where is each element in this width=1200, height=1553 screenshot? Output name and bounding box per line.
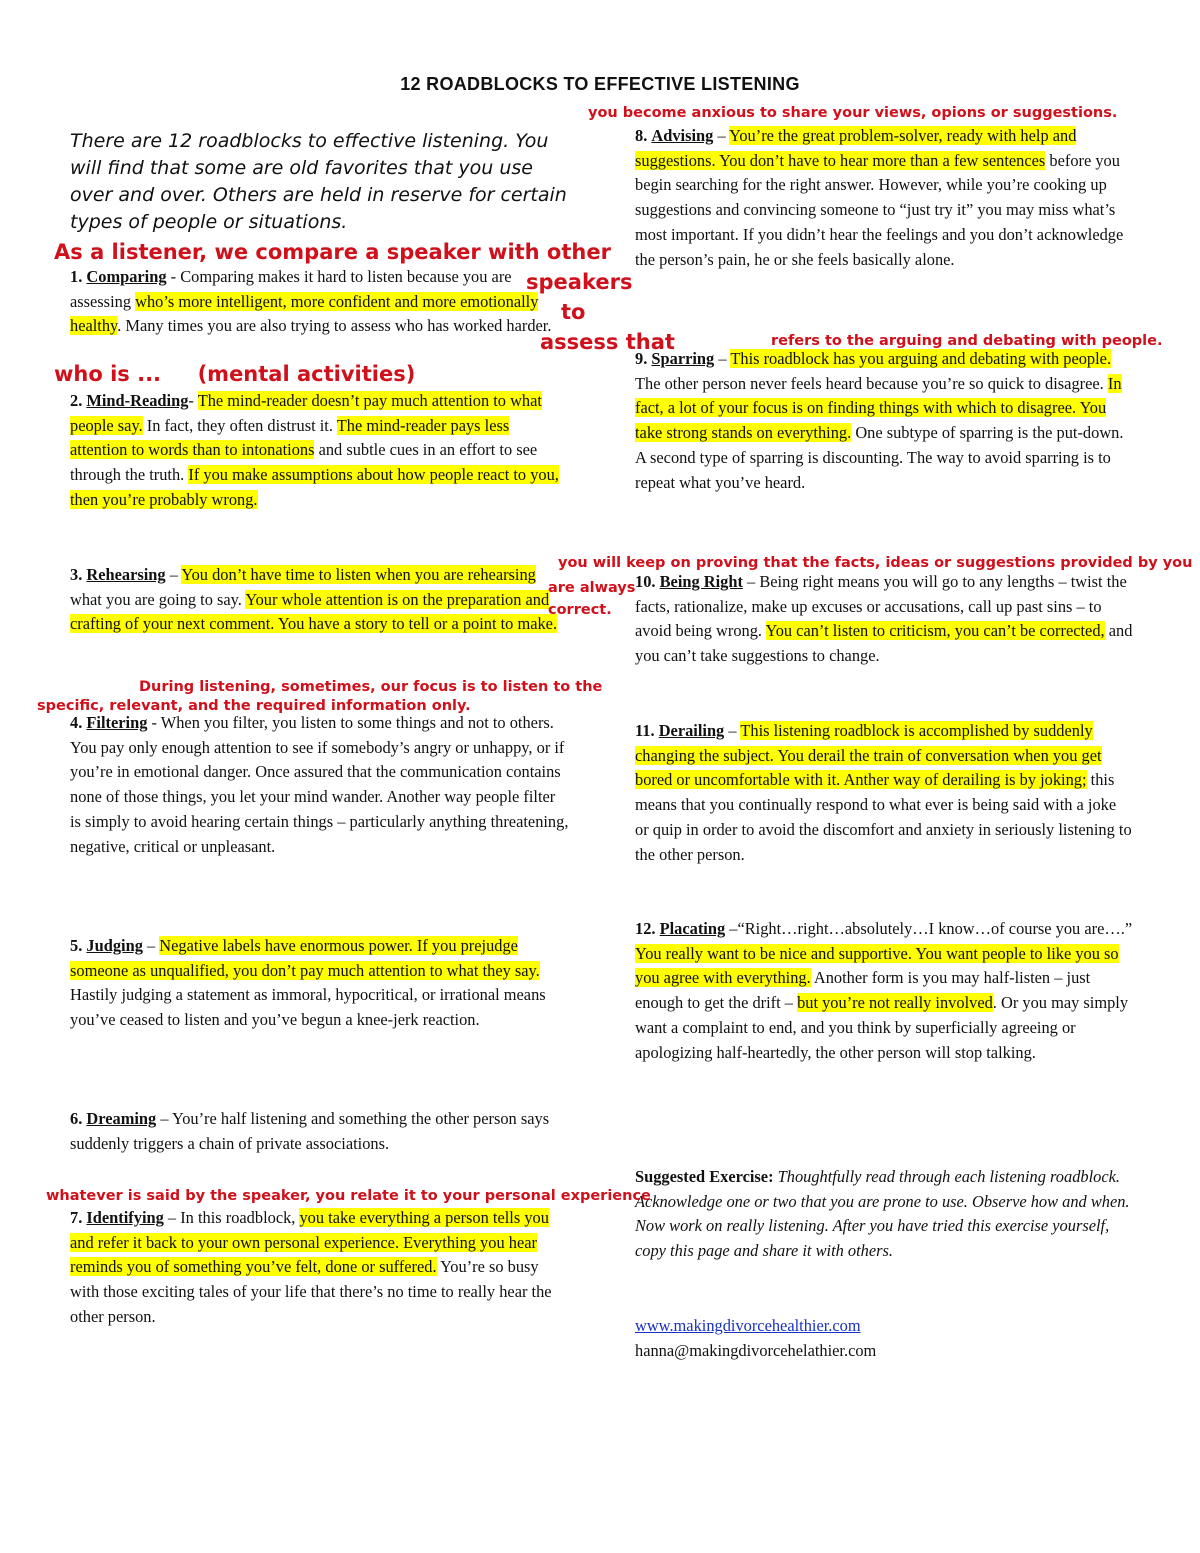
annotation-sparring: refers to the arguing and debating with people. xyxy=(771,333,1163,349)
highlight: The mind-reader pays less attention to words than to intonations xyxy=(70,415,510,460)
annotation-comparing: As a listener, we compare a speaker with other xyxy=(54,240,611,264)
heading-advising: Advising xyxy=(651,126,714,145)
contact-block xyxy=(635,1314,1133,1363)
contact-email: hanna@makingdivorcehelathier.com xyxy=(635,1340,877,1360)
annotation-being-right: you will keep on proving that the facts, ideas or suggestions provided by you xyxy=(558,555,1193,571)
annotation-comparing-speakers: speakers xyxy=(526,270,633,294)
annotation-being-right-always: are always xyxy=(548,580,636,596)
heading-rehearsing: Rehearsing xyxy=(86,565,166,584)
annotation-identifying: whatever is said by the speaker, you relate it to your personal experience xyxy=(46,1188,651,1204)
annotation-being-right-correct: correct. xyxy=(548,602,612,618)
section-placating: 12. Placating –“Right…right…absolutely…I know…of course you are….” You really want to be nice and supportive. You want people to like you so you agree with everything. Another form is you may half-listen – just enough to get the drift – but you’re not really involved. Or you may simply want a complaint to end, and you think by superficially agreeing or apologizing half-heartedly, the other person will stop talking. xyxy=(635,919,1133,1062)
annotation-comparing-to: to xyxy=(561,300,586,324)
section-rehearsing: 3. Rehearsing – You don’t have time to listen when you are rehearsing what you are going to say. Your whole attention is on the preparation and crafting of your next comment. You have a story to tell or a point to make. xyxy=(70,565,558,634)
annotation-comparing-assess: assess that xyxy=(540,330,675,354)
heading-being-right: Being Right xyxy=(659,572,743,591)
section-comparing: 1. Comparing - Comparing makes it hard to listen because you are assessing who’s more intelligent, more confident and more emotionally healthy. Many times you are also trying to assess who has worked harder. xyxy=(70,267,552,336)
highlight: Your whole attention is on the preparation and crafting of your next comment. You have a story to tell or a point to make. xyxy=(70,589,558,634)
highlight: You really want to be nice and supportive. You want people to like you so you agree with everything. xyxy=(635,943,1119,988)
highlight: In fact, a lot of your focus is on finding things with which to disagree. You take strong stands on everything. xyxy=(635,373,1122,443)
highlight: You’re the great problem-solver, ready with help and suggestions. You don’t have to hear more than a few sentences xyxy=(635,126,1077,170)
heading-comparing: Comparing xyxy=(86,267,167,286)
heading-derailing: Derailing xyxy=(658,721,725,740)
highlight: This roadblock has you arguing and debating with people. xyxy=(730,349,1112,368)
heading-placating: Placating xyxy=(659,919,726,938)
heading-identifying: Identifying xyxy=(86,1208,164,1227)
section-derailing: 11. Derailing – This listening roadblock is accomplished by suddenly changing the subject. You derail the train of conversation when you get bored or uncomfortable with it. Anther way of derailing is by joking; this means that you continually respond to what ever is being said with a joke or quip in order to avoid the discomfort and anxiety in seriously listening to the other person. xyxy=(635,721,1132,864)
heading-mind-reading: Mind-Reading xyxy=(86,391,189,410)
annotation-filtering: During listening, sometimes, our focus is to listen to the xyxy=(139,679,603,695)
heading-judging: Judging xyxy=(86,936,143,955)
highlight: who’s more intelligent, more confident and more emotionally healthy xyxy=(70,291,539,336)
highlight: If you make assumptions about how people react to you, then you’re probably wrong. xyxy=(70,465,559,509)
section-identifying: 7. Identifying – In this roadblock, you take everything a person tells you and refer it back to your own personal experience. Everything you hear reminds you of something you’ve felt, done or suffered. You’re so busy with those exciting tales of your life that there’s no time to really hear the other person. xyxy=(70,1208,552,1326)
heading-dreaming: Dreaming xyxy=(86,1109,157,1128)
website-link[interactable]: www.makingdivorcehealthier.com xyxy=(635,1316,861,1335)
intro-paragraph: There are 12 roadblocks to effective listening. You will find that some are old favorites that you use over and over. Others are held in reserve for certain types of people or situations. xyxy=(70,130,567,233)
page-title: 12 ROADBLOCKS TO EFFECTIVE LISTENING xyxy=(400,74,800,94)
highlight: The mind-reader doesn’t pay much attention to what people say. xyxy=(70,391,542,435)
heading-filtering: Filtering xyxy=(86,713,148,732)
highlight: you take everything a person tells you and refer it back to your own personal experience. Everything you hear reminds you of something you’ve felt, done or suffered. xyxy=(70,1208,549,1277)
section-filtering: 4. Filtering - When you filter, you listen to some things and not to others. You pay only enough attention to see if somebody’s angry or unhappy, or if you’re in emotional danger. Once assured that the communication contains none of those things, you let your mind wander. Another way people filter is simply to avoid hearing certain things – particularly anything threatening, negative, critical or unpleasant. xyxy=(70,713,569,856)
highlight: but you’re not really involved xyxy=(797,993,993,1013)
section-mind-reading: 2. Mind-Reading- The mind-reader doesn’t pay much attention to what people say. In fact, they often distrust it. The mind-reader pays less attention to words than to intonations and subtle cues in an effort to see through the truth. If you make assumptions about how people react to you, then you’re probably wrong. xyxy=(70,391,559,509)
highlight: You don’t have time to listen when you are rehearsing xyxy=(181,565,536,584)
highlight: Negative labels have enormous power. If you prejudge someone as unqualified, you don’t pay much attention to what they say. xyxy=(70,936,540,980)
annotation-filtering-2: specific, relevant, and the required information only. xyxy=(37,698,471,714)
section-being-right: 10. Being Right – Being right means you will go to any lengths – twist the facts, rationalize, make up excuses or accusations, call up past sins – to avoid being wrong. You can’t listen to criticism, you can’t be corrected, and you can’t take suggestions to change. xyxy=(635,572,1133,666)
section-sparring: 9. Sparring – This roadblock has you arguing and debating with people. The other person never feels heard because you’re so quick to disagree. In fact, a lot of your focus is on finding things with which to disagree. You take strong stands on everything. One subtype of sparring is the put-down. A second type of sparring is discounting. The way to avoid sparring is to repeat what you’ve heard. xyxy=(635,349,1124,492)
suggested-exercise: Suggested Exercise: Thoughtfully read through each listening roadblock. Acknowledge one or two that you are prone to use. Observe how and when. Now work on really listening. After you have tried this exercise yourself, copy this page and share it with others. xyxy=(635,1167,1130,1261)
section-dreaming: 6. Dreaming – You’re half listening and something the other person says suddenly triggers a chain of private associations. xyxy=(70,1109,550,1153)
heading-sparring: Sparring xyxy=(651,349,715,368)
annotation-comparing-whois: who is ... (mental activities) xyxy=(54,362,416,386)
highlight: This listening roadblock is accomplished by suddenly changing the subject. You derail the train of conversation when you get bored or uncomfortable with it. Anther way of derailing is by joking; xyxy=(635,721,1102,790)
section-advising: 8. Advising – You’re the great problem-solver, ready with help and suggestions. You don’t have to hear more than a few sentences before you begin searching for the right answer. However, while you’re cooking up suggestions and convincing someone to “just try it” you may miss what’s most important. If you didn’t hear the feelings and you don’t acknowledge the person’s pain, he or she feels basically alone. xyxy=(635,126,1124,269)
section-judging: 5. Judging – Negative labels have enormous power. If you prejudge someone as unqualified, you don’t pay much attention to what they say. Hastily judging a statement as immoral, hypocritical, or irrational means you’ve ceased to listen and you’ve begun a knee-jerk reaction. xyxy=(70,936,546,1030)
annotation-advising: you become anxious to share your views, opions or suggestions. xyxy=(588,105,1118,121)
exercise-label: Suggested Exercise: xyxy=(635,1167,774,1186)
highlight: You can’t listen to criticism, you can’t be corrected, xyxy=(765,621,1105,641)
